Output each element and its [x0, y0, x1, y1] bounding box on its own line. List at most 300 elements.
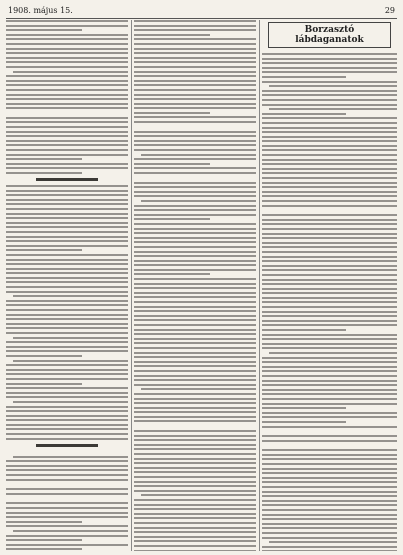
- text-line: [6, 438, 128, 440]
- text-line: [6, 300, 128, 302]
- text-line: [262, 375, 397, 377]
- text-line: [262, 104, 397, 106]
- text-line: [262, 389, 397, 391]
- text-line: [134, 149, 256, 151]
- text-line: [134, 420, 256, 422]
- text-line: [134, 20, 256, 22]
- text-line: [262, 67, 397, 69]
- text-line: [6, 350, 128, 352]
- text-line: [6, 48, 128, 50]
- text-line: [134, 52, 256, 54]
- text-line: [6, 144, 128, 146]
- masthead: [6, 4, 397, 19]
- text-line: [262, 256, 397, 258]
- text-line: [6, 213, 128, 215]
- text-line: [6, 544, 128, 546]
- text-line: [134, 476, 256, 478]
- text-line: [6, 539, 82, 541]
- text-line: [13, 71, 128, 73]
- text-line: [6, 43, 128, 45]
- text-line: [6, 488, 128, 490]
- text-line: [6, 199, 128, 201]
- text-line: [134, 356, 256, 358]
- text-line: [262, 426, 397, 428]
- text-line: [134, 310, 256, 312]
- text-line: [134, 98, 256, 100]
- text-line: [134, 75, 256, 77]
- text-line: [6, 259, 128, 261]
- text-line: [134, 319, 256, 321]
- text-line: [6, 217, 128, 219]
- text-line: [6, 479, 128, 481]
- text-line: [134, 467, 256, 469]
- column-rule: [131, 20, 132, 551]
- text-line: [134, 292, 256, 294]
- text-line: [262, 58, 397, 60]
- text-line: [6, 272, 128, 274]
- text-line: [13, 530, 128, 532]
- text-line: [6, 140, 128, 142]
- text-line: [134, 48, 256, 50]
- text-line: [6, 406, 128, 408]
- text-line: [134, 485, 256, 487]
- text-line: [134, 462, 256, 464]
- text-line: [262, 265, 397, 267]
- text-line: [134, 43, 256, 45]
- text-line: [6, 419, 128, 421]
- text-line: [134, 393, 256, 395]
- column-right: [262, 20, 397, 551]
- text-line: [262, 324, 397, 326]
- text-line: [13, 401, 128, 403]
- text-line: [262, 486, 397, 488]
- text-line: [262, 62, 397, 64]
- text-line: [262, 384, 397, 386]
- text-line: [6, 346, 128, 348]
- text-line: [262, 71, 397, 73]
- text-line: [6, 512, 128, 514]
- text-line: [6, 327, 128, 329]
- text-line: [262, 223, 397, 225]
- text-line: [134, 315, 256, 317]
- text-line: [6, 131, 128, 133]
- text-line: [134, 223, 256, 225]
- column-rule: [259, 20, 260, 551]
- text-line: [134, 550, 256, 552]
- text-line: [269, 541, 397, 543]
- text-line: [6, 323, 128, 325]
- text-line: [262, 509, 397, 511]
- text-line: [134, 278, 256, 280]
- text-line: [13, 295, 128, 297]
- text-line: [262, 329, 346, 331]
- text-line: [262, 200, 397, 202]
- text-line: [262, 288, 397, 290]
- text-line: [6, 428, 128, 430]
- column-left: [6, 20, 128, 551]
- text-line: [269, 108, 397, 110]
- text-line: [6, 378, 128, 380]
- text-line: [141, 200, 256, 202]
- text-line: [262, 168, 397, 170]
- text-line: [262, 500, 397, 502]
- text-line: [141, 494, 256, 496]
- text-line: [134, 370, 256, 372]
- text-line: [262, 403, 397, 405]
- text-line: [6, 268, 128, 270]
- text-line: [6, 474, 128, 476]
- text-line: [6, 369, 128, 371]
- text-line: [6, 190, 128, 192]
- text-line: [262, 514, 397, 516]
- text-line: [262, 182, 397, 184]
- text-line: [134, 416, 256, 418]
- text-line: [262, 122, 397, 124]
- text-line: [262, 491, 397, 493]
- text-line: [262, 301, 397, 303]
- text-line: [262, 117, 397, 119]
- text-line: [262, 454, 397, 456]
- text-line: [262, 274, 397, 276]
- text-line: [6, 29, 82, 31]
- text-line: [134, 435, 256, 437]
- text-line: [6, 249, 82, 251]
- text-line: [262, 532, 397, 534]
- text-line: [262, 246, 397, 248]
- text-line: [6, 387, 128, 389]
- text-line: [6, 84, 128, 86]
- text-line: [262, 214, 397, 216]
- text-line: [6, 304, 128, 306]
- text-line: [6, 20, 128, 22]
- text-line: [6, 185, 128, 187]
- text-line: [134, 287, 256, 289]
- text-line: [6, 493, 128, 495]
- text-line: [262, 195, 397, 197]
- text-line: [134, 135, 256, 137]
- text-line: [262, 546, 397, 548]
- text-line: [134, 228, 256, 230]
- text-line: [134, 241, 256, 243]
- text-line: [134, 205, 256, 207]
- text-line: [6, 80, 128, 82]
- text-line: [262, 370, 397, 372]
- text-line: [134, 481, 256, 483]
- subheading-mark: [36, 178, 98, 181]
- text-line: [6, 314, 128, 316]
- text-line: [134, 347, 256, 349]
- text-line: [134, 513, 256, 515]
- text-line: [262, 518, 397, 520]
- text-line: [134, 411, 256, 413]
- text-line: [6, 465, 128, 467]
- text-line: [134, 379, 256, 381]
- text-line: [6, 98, 128, 100]
- text-line: [6, 194, 128, 196]
- text-line: [262, 338, 397, 340]
- text-line: [6, 245, 128, 247]
- text-line: [134, 89, 256, 91]
- text-line: [6, 281, 128, 283]
- text-line: [6, 172, 82, 174]
- text-line: [262, 90, 397, 92]
- text-line: [141, 388, 256, 390]
- text-line: [262, 269, 397, 271]
- text-line: [6, 240, 128, 242]
- text-line: [6, 57, 128, 59]
- text-line: [134, 365, 256, 367]
- text-line: [134, 71, 256, 73]
- text-line: [134, 84, 256, 86]
- text-line: [134, 260, 256, 262]
- text-line: [13, 360, 128, 362]
- text-line: [134, 283, 256, 285]
- text-line: [262, 127, 397, 129]
- text-line: [6, 507, 128, 509]
- text-line: [6, 373, 128, 375]
- text-line: [262, 279, 397, 281]
- text-line: [6, 107, 128, 109]
- text-line: [262, 159, 397, 161]
- text-line: [262, 242, 397, 244]
- text-line: [262, 495, 397, 497]
- text-line: [6, 263, 128, 265]
- text-line: [134, 195, 256, 197]
- text-line: [134, 103, 256, 105]
- text-line: [262, 398, 397, 400]
- text-line: [134, 38, 256, 40]
- text-line: [134, 471, 256, 473]
- text-line: [134, 402, 256, 404]
- text-line: [134, 301, 256, 303]
- text-line: [6, 222, 128, 224]
- text-line: [6, 415, 128, 417]
- text-line: [134, 296, 256, 298]
- text-line: [134, 182, 256, 184]
- box-heading: Borzasztó lábdaganatok: [268, 22, 391, 48]
- issue-date: 1908. május 15.: [8, 6, 73, 15]
- text-line: [13, 337, 128, 339]
- text-line: [262, 297, 397, 299]
- text-line: [134, 25, 256, 27]
- text-line: [262, 283, 397, 285]
- text-line: [262, 477, 397, 479]
- text-line: [134, 444, 256, 446]
- text-line: [262, 172, 397, 174]
- text-line: [262, 463, 397, 465]
- text-line: [134, 246, 256, 248]
- text-line: [6, 291, 128, 293]
- text-line: [134, 80, 256, 82]
- text-line: [6, 318, 128, 320]
- text-line: [6, 135, 128, 137]
- text-line: [6, 364, 128, 366]
- text-line: [262, 99, 397, 101]
- text-line: [6, 341, 128, 343]
- text-line: [262, 205, 397, 207]
- text-line: [6, 355, 82, 357]
- text-line: [6, 203, 128, 205]
- text-line: [262, 361, 397, 363]
- text-line: [134, 517, 256, 519]
- text-line: [6, 89, 128, 91]
- text-line: [6, 521, 82, 523]
- text-line: [6, 502, 128, 504]
- text-line: [134, 218, 210, 220]
- text-line: [269, 85, 397, 87]
- text-line: [262, 81, 397, 83]
- text-line: [6, 277, 128, 279]
- text-line: [6, 52, 128, 54]
- text-line: [134, 540, 256, 542]
- text-line: [6, 25, 128, 27]
- text-line: [134, 57, 256, 59]
- text-line: [134, 536, 256, 538]
- text-line: [262, 550, 397, 551]
- text-line: [262, 76, 346, 78]
- text-line: [262, 416, 397, 418]
- text-line: [134, 237, 256, 239]
- text-line: [6, 396, 128, 398]
- text-line: [6, 208, 128, 210]
- text-line: [262, 292, 397, 294]
- text-line: [262, 145, 397, 147]
- text-line: [6, 309, 128, 311]
- text-line: [262, 472, 397, 474]
- text-line: [6, 75, 128, 77]
- text-line: [134, 116, 256, 118]
- text-line: [134, 329, 256, 331]
- text-line: [262, 311, 397, 313]
- text-line: [262, 237, 397, 239]
- text-line: [262, 320, 397, 322]
- text-line: [262, 412, 397, 414]
- text-line: [134, 333, 256, 335]
- text-line: [262, 251, 397, 253]
- text-line: [134, 264, 256, 266]
- text-line: [134, 112, 210, 114]
- text-line: [269, 352, 397, 354]
- text-line: [6, 66, 128, 68]
- text-line: [6, 332, 128, 334]
- text-line: [6, 548, 82, 550]
- text-line: [262, 315, 397, 317]
- text-line: [262, 527, 397, 529]
- text-line: [262, 154, 397, 156]
- text-line: [6, 535, 128, 537]
- text-line: [6, 163, 128, 165]
- text-line: [6, 226, 128, 228]
- text-line: [134, 232, 256, 234]
- text-line: [6, 167, 128, 169]
- text-line: [134, 522, 256, 524]
- text-line: [134, 191, 256, 193]
- text-line: [262, 343, 397, 345]
- text-line: [134, 29, 256, 31]
- text-line: [262, 449, 397, 451]
- text-line: [262, 537, 397, 539]
- text-line: [6, 121, 128, 123]
- text-line: [6, 158, 82, 160]
- text-line: [262, 53, 397, 55]
- text-line: [134, 375, 256, 377]
- text-line: [134, 504, 256, 506]
- text-line: [6, 392, 128, 394]
- text-line: [6, 516, 128, 518]
- text-line: [6, 424, 128, 426]
- text-line: [262, 186, 397, 188]
- text-line: [134, 34, 210, 36]
- text-line: [134, 61, 256, 63]
- text-line: [134, 499, 256, 501]
- text-line: [134, 172, 256, 174]
- text-line: [6, 254, 128, 256]
- text-line: [134, 430, 256, 432]
- text-line: [6, 286, 128, 288]
- text-line: [134, 458, 256, 460]
- text-line: [134, 158, 256, 160]
- text-line: [134, 107, 256, 109]
- text-line: [262, 191, 397, 193]
- text-line: [6, 94, 128, 96]
- text-line: [134, 251, 256, 253]
- text-line: [6, 469, 128, 471]
- text-line: [262, 177, 397, 179]
- text-line: [262, 334, 397, 336]
- text-line: [262, 149, 397, 151]
- text-line: [134, 531, 256, 533]
- text-line: [6, 236, 128, 238]
- text-line: [134, 140, 256, 142]
- text-line: [134, 324, 256, 326]
- text-line: [262, 306, 397, 308]
- text-line: [262, 421, 346, 423]
- text-line: [134, 131, 256, 133]
- text-line: [6, 525, 128, 527]
- text-line: [262, 357, 397, 359]
- text-line: [6, 231, 128, 233]
- text-line: [6, 154, 128, 156]
- text-line: [6, 117, 128, 119]
- text-line: [134, 508, 256, 510]
- text-line: [134, 186, 256, 188]
- text-line: [262, 366, 397, 368]
- text-line: [6, 410, 128, 412]
- text-line: [134, 338, 256, 340]
- text-line: [134, 448, 256, 450]
- text-line: [134, 490, 256, 492]
- subheading-mark: [36, 444, 98, 447]
- text-line: [134, 209, 256, 211]
- text-line: [6, 383, 82, 385]
- text-line: [6, 38, 128, 40]
- text-line: [262, 523, 397, 525]
- text-line: [262, 440, 397, 442]
- text-line: [134, 398, 256, 400]
- text-line: [134, 273, 210, 275]
- text-line: [262, 136, 397, 138]
- text-line: [262, 393, 397, 395]
- text-line: [262, 468, 397, 470]
- page-number: 29: [384, 6, 395, 15]
- text-line: [6, 433, 128, 435]
- text-line: [134, 545, 256, 547]
- text-line: [6, 149, 128, 151]
- text-columns: [6, 20, 397, 551]
- text-line: [6, 460, 128, 462]
- text-line: [262, 380, 397, 382]
- text-line: [134, 214, 256, 216]
